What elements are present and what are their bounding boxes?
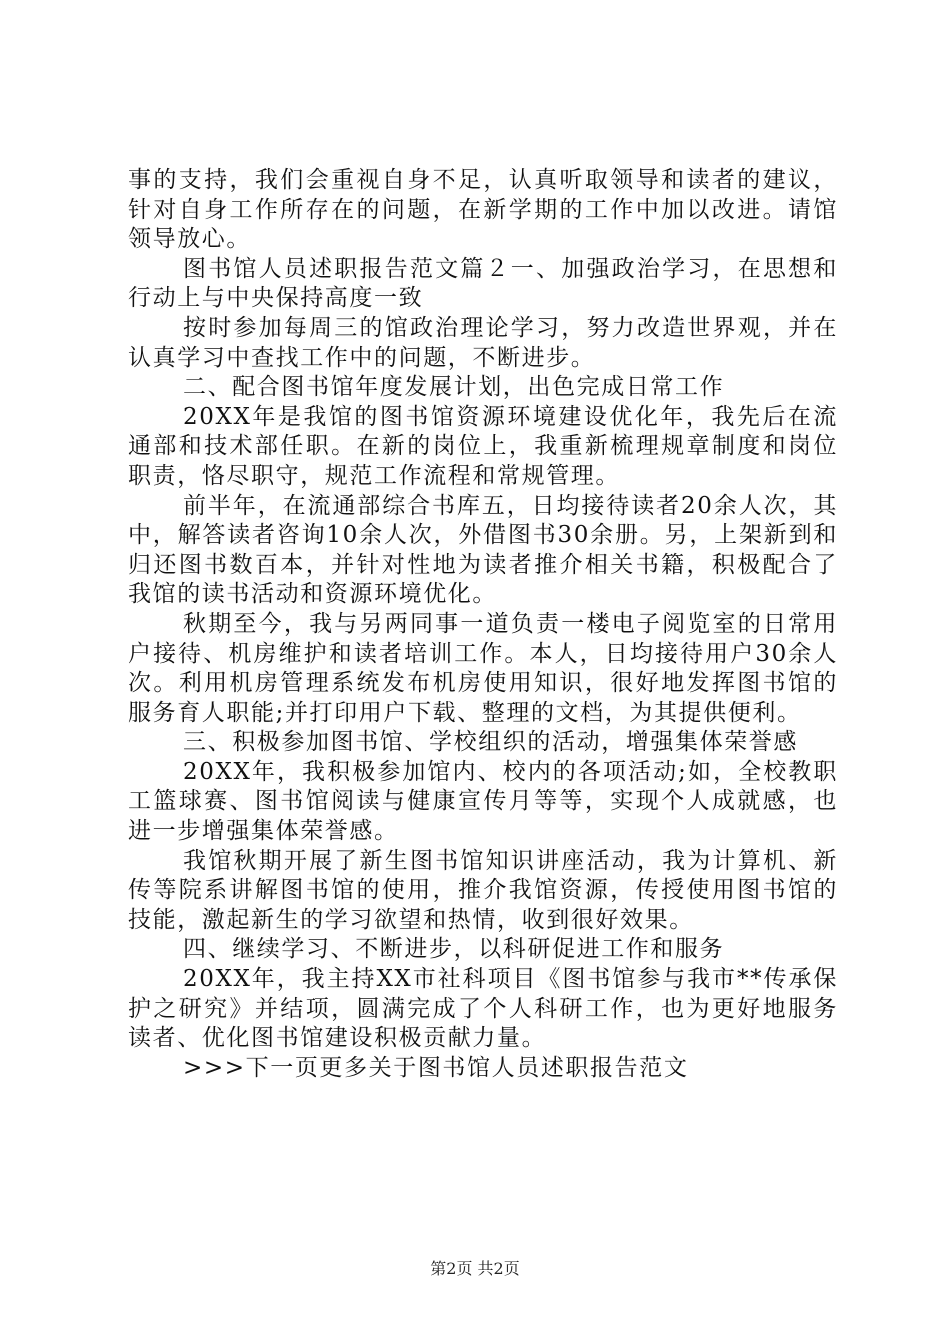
paragraph-optimization-year: 20XX年是我馆的图书馆资源环境建设优化年，我先后在流通部和技术部任职。在新的岗位上，我重新梳理规章制度和岗位职责，恪尽职守，规范工作流程和常规管理。 — [128, 403, 838, 489]
paragraph-lectures: 我馆秋期开展了新生图书馆知识讲座活动，我为计算机、新传等院系讲解图书馆的使用，推介我馆资源，传授使用图书馆的技能，激起新生的学习欲望和热情，收到很好效果。 — [128, 847, 838, 933]
paragraph-activities: 20XX年，我积极参加馆内、校内的各项活动;如，全校教职工篮球赛、图书馆阅读与健康宣传月等等，实现个人成就感，也进一步增强集体荣誉感。 — [128, 758, 838, 845]
paragraph-autumn: 秋期至今，我与另两同事一道负责一楼电子阅览室的日常用户接待、机房维护和读者培训工作。本人，日均接待用户30余人次。利用机房管理系统发布机房使用知识，很好地发挥图书馆的服务育人职能;并打印用户下载、整理的文档，为其提供便利。 — [128, 610, 838, 726]
page-number-footer: 第2页 共2页 — [430, 1259, 520, 1278]
paragraph-continuation: 事的支持，我们会重视自身不足，认真听取领导和读者的建议，针对自身工作所存在的问题，在新学期的工作中加以改进。请馆领导放心。 — [128, 167, 838, 253]
paragraph-political-study: 按时参加每周三的馆政治理论学习，努力改造世界观，并在认真学习中查找工作中的问题，不断进步。 — [128, 314, 838, 371]
paragraph-first-half: 前半年，在流通部综合书库五，日均接待读者20余人次，其中，解答读者咨询10余人次，外借图书30余册。另，上架新到和归还图书数百本，并针对性地为读者推介相关书籍，积极配合了我馆的读书活动和资源环境优化。 — [128, 492, 838, 608]
paragraph-research: 20XX年，我主持XX市社科项目《图书馆参与我市**传承保护之研究》并结项，圆满完成了个人科研工作，也为更好地服务读者、优化图书馆建设积极贡献力量。 — [128, 966, 838, 1052]
section-heading-4: 四、继续学习、不断进步，以科研促进工作和服务 — [183, 936, 725, 963]
next-page-link[interactable]: >>>下一页更多关于图书馆人员述职报告范文 — [183, 1054, 689, 1081]
document-body — [128, 166, 838, 1083]
paragraph-article-2-intro: 图书馆人员述职报告范文篇２一、加强政治学习，在思想和行动上与中央保持高度一致 — [128, 255, 838, 312]
section-heading-3: 三、积极参加图书馆、学校组织的活动，增强集体荣誉感 — [183, 729, 798, 756]
section-heading-2: 二、配合图书馆年度发展计划，出色完成日常工作 — [183, 374, 725, 401]
